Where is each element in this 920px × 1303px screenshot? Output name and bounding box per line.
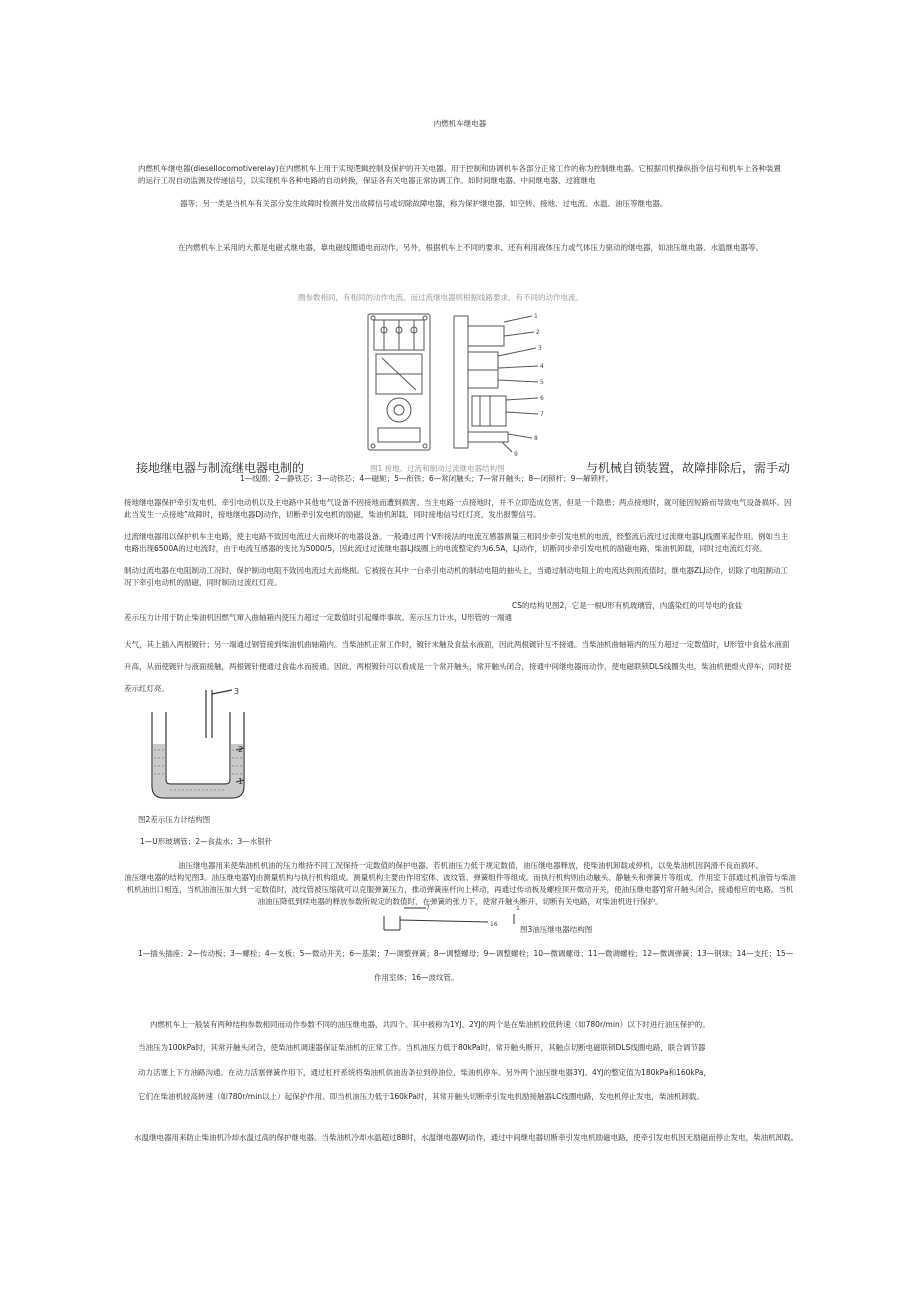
paragraph-oil-relay-2: 油压继电器的结构见图3。油压继电器YJ由测量机构与执行机构组成。测量机构主要由作用室体、波纹管、弹簧组件等组成。而执行机构则由动触头、静触头和弹簧片等组成。作用室下部通过机油管与柴油机机油出口相连，当机油油压加大到一定数值时，波纹管被压缩就可以克服弹簧压力，推动弹簧座杆向上移动，再通过传动板及螺栓顶开微动开关，使油压继电器YJ常开触头闭合，接通相应的电路。当机油油压降低到续电器的释放参数所规定的数值时，在弹簧的张力下，使常开触头断开，切断有关电路，对柴油机进行保护。 [124,873,796,906]
fig1-label: 2 [536,329,540,336]
fig2-legend: 1—U形玻璃管；2—食盐水；3—水银针 [140,837,273,846]
fig1-caption: 图1 接地、过流和制动过流继电器结构图 [370,464,505,473]
paragraph-cs-1: 差示压力计用于防止柴油机因燃气窜入曲轴箱内使压力超过一定数值时引起爆炸事故。差示压力计水，U形管的一端通 [124,613,512,622]
intro-paragraph-1: 内燃机车继电器(dieseIlocomotiverelay)在内燃机车上用于实现逻辑控制及保护的开关电器。用于控制和协调机车各部分正常工作的称为控制继电器。它根据司机操纵指令信号和机车上各种装置的运行工况自动监测及传递信号，以实现机车各种电路的自动转换，保证各有关电器正常协调工作。如时间继电器、中间继电器、过渡继电 [138,164,782,185]
fig2-label: 2 [238,745,244,754]
intro-paragraph-3: 在内燃机车上采用的大都是电磁式继电器，靠电磁线圈通电而动作。另外，根据机车上不同的要求，还有利用液体压力或气体压力驱动的继电器，如油压继电器、水温继电器等。 [178,243,763,252]
fig2-label: 3 [234,687,240,696]
fig1-label: 4 [540,363,544,370]
overlap-text-right: 与机械自锁装置，故障排除后，需手动 [586,461,791,475]
fig2-label: 1 [238,777,244,786]
paragraph-yj-4: 它们在柴油机较高转速（如780r/min以上）起保护作用。即当机油压力低于160kPa时，其常开触头切断牵引发电机励接触器LC线圈电路，发电机停止发电，柴油机卸载。 [138,1092,704,1101]
paragraph-overcurrent-relay: 过流继电器用以保护机车主电路，使主电路不致因电流过大而烧坏的电器设备。一般通过两个V形接法的电流互感器测量三相同步牵引发电机的电流，经整流后流过过流继电器LJ线圈来起作用。例如当主电路出现6500A的过电流时，由于电流互感器的变比为5000/5，因此流过过流继电器LJ线圈上的电流整定约为6.5A，LJ动作，切断同步牵引发电机的励磁电路，柴油机卸载，同时过电流红灯亮。 [124,532,789,553]
fig1-label: 7 [540,411,544,418]
fig2-caption: 图2差示压力计结构图 [138,815,211,824]
paragraph-yj-2: 当油压为100kPa时，其常开触头闭合，使柴油机调速器保证柴油机的正常工作。当机油压力低于80kPa时，常开触头断开，其触点切断电磁联锁DLS线圈电路，联合调节器 [138,1043,706,1052]
paragraph-yj-1: 内燃机车上一般装有两种结构参数相同而动作参数不同的油压继电器，共四个。其中被称为1YJ、2YJ的两个是在柴油机较低转速（如780r/min）以下时进行油压保护的。 [150,1020,710,1029]
fig1-label: 9 [514,451,518,458]
overlap-text-left: 接地继电器与制流继电器电制的 [136,461,305,475]
cs-structure-text: CS的结构见图2，它是一根U形有机玻璃管，内盛染红的可导电的食盐 [512,601,743,610]
paragraph-yj-3: 动力活塞上下方油路沟通。在动力活塞弹簧作用下，通过杠杆系统将柴油机供油齿条拉到停油位，柴油机停车。另外两个油压继电器3YJ、4YJ的整定值为180kPa和160kPa， [138,1068,712,1077]
fig2-u-tube-drawing [140,686,250,806]
fig3-label: 1 [516,905,520,912]
fig1-legend: 1—线圈；2—静铁芯；3—动铁芯；4—磁轭；5—衔铁；6—常闭触头；7—常开触头；8—闭锁杆；9—解锁杆。 [240,474,613,483]
paragraph-ground-relay: 接地继电器保护牵引发电机、牵引电动机以及主电路中其他电气设备不因接地而遭到损害。当主电路一点接地时，并不立即造成危害，但是一个隐患；两点接地时，就可能因短路而导致电气设备损坏。因此当发生一点接地”故障时，接地继电器DJ动作，切断牵引发电机的励磁，柴油机卸载，同时接地信号红灯亮，发出报警信号。 [124,498,792,519]
fig3-legend-1: 1—插头插座；2—传动板；3—螺栓；4—支板；5—微动开关；6—基架；7—调整弹簧；8—调整螺母；9—调整螺栓；10—微调螺母；11—微调螺栓；12—微调弹簧；13—钢球；14—支托；15— [138,949,794,958]
fig1-top-text: 圈参数相同，有相同的动作电流。而过流继电器则根据线路要求，有不同的动作电流。 [298,293,583,302]
fig3-label: 7 [426,905,430,912]
paragraph-oil-relay-1: 油压继电器用来使柴油机机油的压力维持不同工况保持一定数值的保护电器。若机油压力低于规定数值，油压继电器释放，使柴油机卸载或停机，以免柴油机因润滑不良而损坏。 [178,861,763,870]
page-title: 内燃机车继电器 [433,119,487,128]
paragraph-water-relay: 水温继电器用来防止柴油机冷却水温过高的保护继电器。当柴油机冷却水温超过88时，水温继电器WJ动作，通过中间继电器切断牵引发电机励磁电路，使牵引发电机因无励磁而停止发电，柴油机卸载。 [134,1133,799,1142]
fig1-label: 3 [538,345,542,352]
fig1-label: 1 [534,313,538,320]
paragraph-cs-2: 大气，其上插入两根镀针；另一端通过钢管接到柴油机曲轴箱内。当柴油机正常工作时，镀针未触及食盐水液面，因此两根镀针互不接通。当柴油机曲轴箱内的压力超过一定数值时，U形管中食盐水液面升高，从而使镀针与液面接触，两根镀针便通过食盐水而接通。因此，两根镀针可以看成是一个常开触头，常开触头闭合，接通中间继电器而动作，使电磁联锁DLS线圈失电，柴油机便熄火停车，同时使差示红灯亮。 [124,640,792,693]
fig3-oil-relay-drawing-fragment [378,902,538,932]
fig1-label: 5 [540,379,544,386]
intro-paragraph-2: 器等；另一类是当机车有关部分发生故障时检测并发出故障信号或切除故障电器，称为保护继电器，如空转、接地、过电流、水温、油压等继电器。 [180,199,668,208]
fig3-caption: 图3油压继电器结构图 [520,925,593,934]
paragraph-brake-overcurrent: 制动过流电器在电阻制动工况时，保护制动电阻不致因电流过大而烧损。它被接在其中一台牵引电动机的制动电阻的抽头上，当通过制动电阻上的电流达到预流值时，继电器ZLJ动作，切除了电阻制动工况下牵引电动机的励磁，同时制动过流红灯亮。 [124,566,789,587]
fig3-legend-2: 作用室体；16—波纹管。 [374,973,459,982]
fig3-label: 16 [490,921,498,928]
fig1-label: 6 [540,395,544,402]
fig1-label: 8 [534,435,538,442]
fig1-relay-structure-drawing [362,308,560,458]
